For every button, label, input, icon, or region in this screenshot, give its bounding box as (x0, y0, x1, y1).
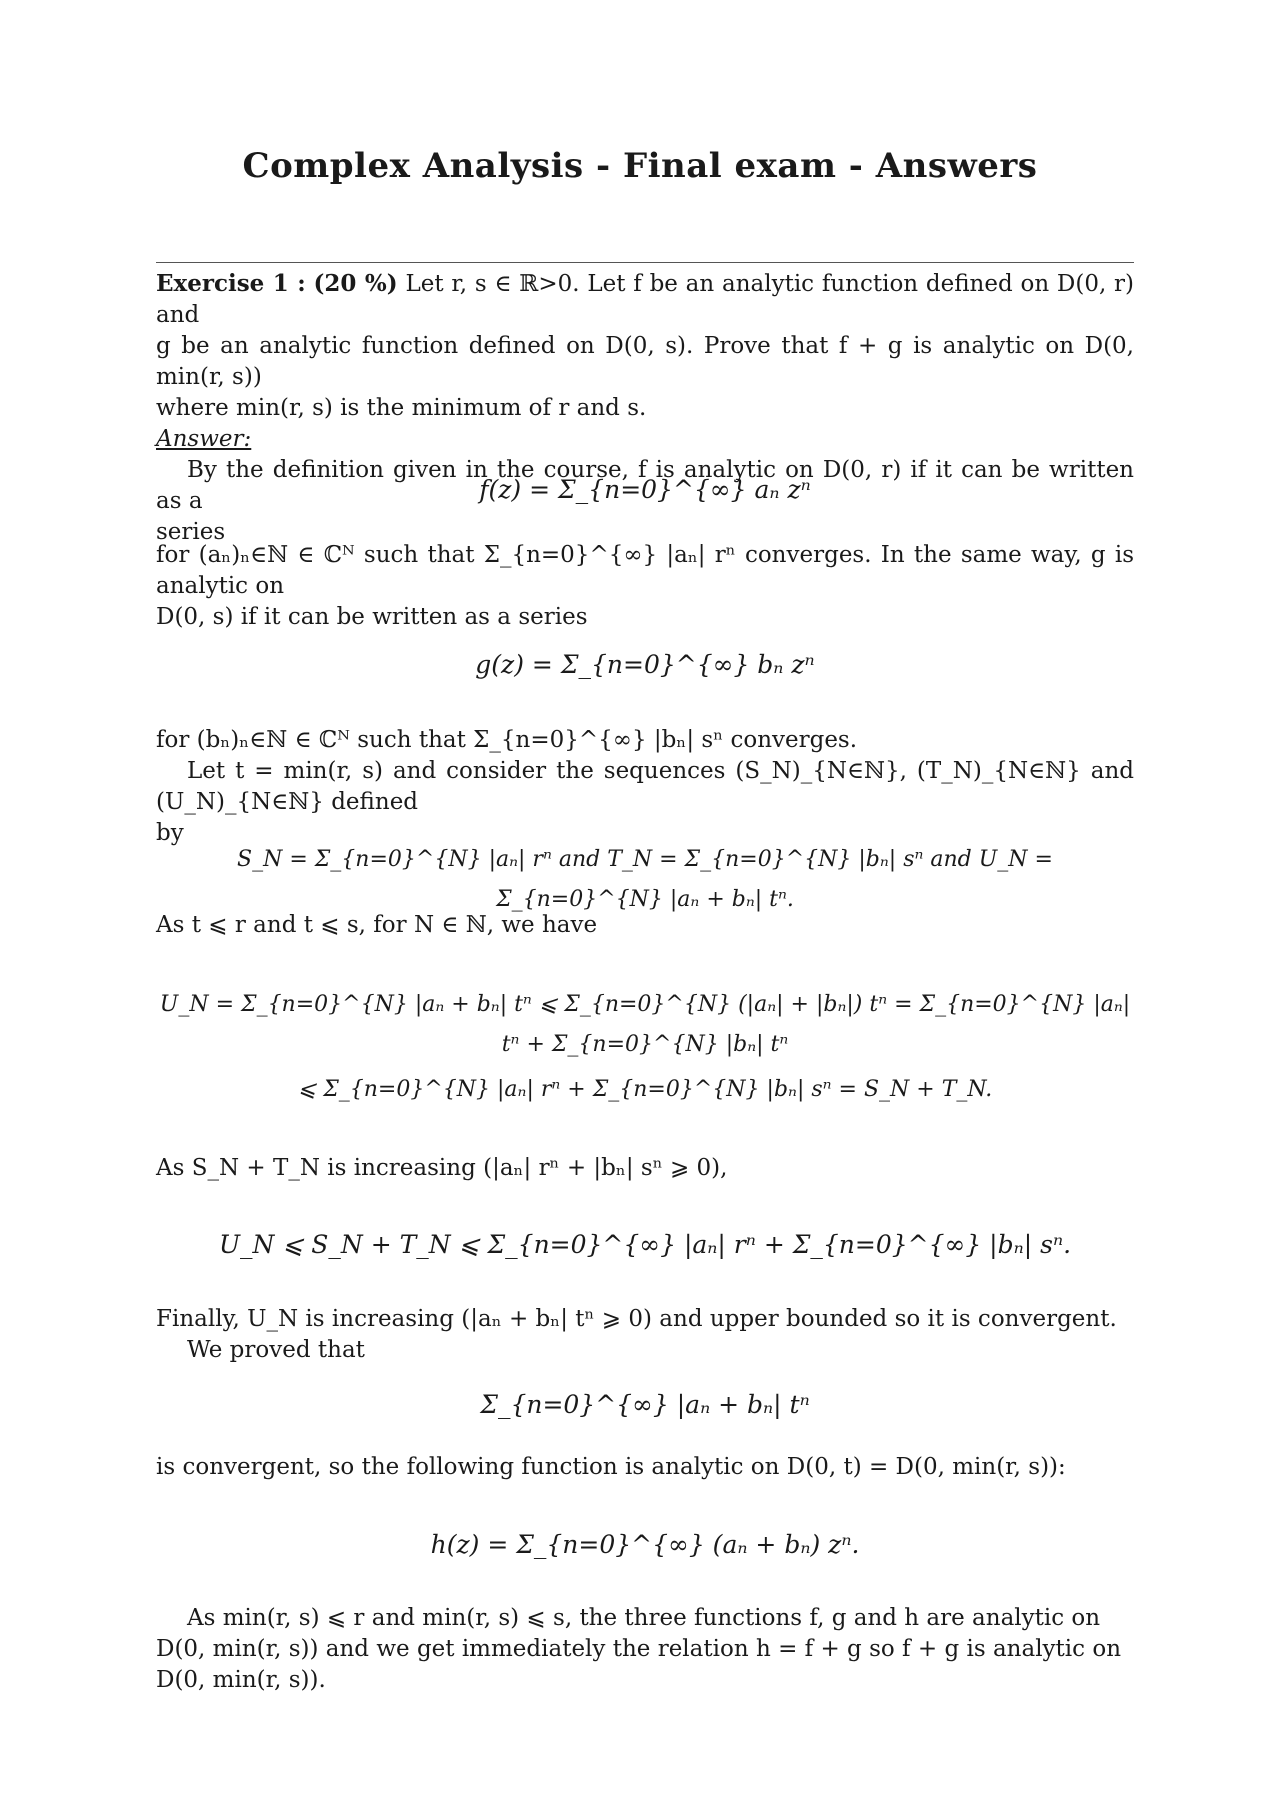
paragraph-a-line-2: D(0, s) if it can be written as a series (156, 604, 588, 630)
paragraph-sequences-line-2: by (156, 820, 184, 846)
paragraph-convergent (156, 1304, 1134, 1366)
equation-g-series: g(z) = Σ_{n=0}^{∞} bₙ zⁿ (475, 650, 815, 679)
paragraph-conclusion-line-3: D(0, min(r, s)). (156, 1667, 326, 1693)
paragraph-sequences-line-1: Let t = min(r, s) and consider the sequences (S_N)_{N∈ℕ}, (T_N)_{N∈ℕ} and (U_N)_{N∈ℕ} defined (156, 758, 1134, 815)
statement-line-2: g be an analytic function defined on D(0, s). Prove that f + g is analytic on D(0, min(r, s)) (156, 333, 1134, 390)
paragraph-analytic-h: is convergent, so the following function is analytic on D(0, t) = D(0, min(r, s)): (156, 1454, 1066, 1480)
answer-label: Answer: (156, 426, 252, 452)
statement-line-1: Let r, s ∈ ℝ>0. Let f be an analytic function defined on D(0, r) and (156, 271, 1135, 328)
paragraph-conclusion-line-2: D(0, min(r, s)) and we get immediately the relation h = f + g so f + g is analytic on (156, 1636, 1122, 1662)
equation-f-series: f(z) = Σ_{n=0}^{∞} aₙ zⁿ (479, 475, 811, 504)
paragraph-a-line-1: for (aₙ)ₙ∈ℕ ∈ ℂᴺ such that Σ_{n=0}^{∞} |aₙ| rⁿ converges. In the same way, g is analytic on (156, 542, 1134, 599)
statement-line-3: where min(r, s) is the minimum of r and s. (156, 395, 647, 421)
paragraph-definition-line-2: series (156, 519, 226, 545)
paragraph-definition-line-1: By the definition given in the course, f is analytic on D(0, r) if it can be written as a (156, 457, 1134, 514)
paragraph-convergent-line-2: We proved that (187, 1337, 365, 1363)
equation-sequence-definitions: S_N = Σ_{n=0}^{N} |aₙ| rⁿ and T_N = Σ_{n=0}^{N} |bₙ| sⁿ and U_N = Σ_{n=0}^{N} |aₙ + bₙ| tⁿ. (237, 847, 1053, 912)
exercise-label: Exercise 1 : (156, 270, 306, 297)
equation-h-series: h(z) = Σ_{n=0}^{∞} (aₙ + bₙ) zⁿ. (430, 1530, 860, 1559)
paragraph-convergent-line-1: Finally, U_N is increasing (|aₙ + bₙ| tⁿ ⩾ 0) and upper bounded so it is convergent. (156, 1306, 1117, 1332)
paragraph-sequences (156, 725, 1134, 849)
equation-inequality-line-2: ⩽ Σ_{n=0}^{N} |aₙ| rⁿ + Σ_{n=0}^{N} |bₙ| sⁿ = S_N + T_N. (297, 1077, 993, 1102)
paragraph-conclusion-line-1: As min(r, s) ⩽ r and min(r, s) ⩽ s, the three functions f, g and h are analytic on (187, 1605, 1101, 1631)
paragraph-increasing: As S_N + T_N is increasing (|aₙ| rⁿ + |bₙ| sⁿ ⩾ 0), (156, 1155, 728, 1181)
horizontal-rule (156, 262, 1134, 263)
exercise-weight: (20 %) (313, 270, 398, 297)
paragraph-conclusion (156, 1603, 1134, 1696)
paragraph-inequality-intro: As t ⩽ r and t ⩽ s, for N ∈ ℕ, we have (156, 912, 598, 938)
page-title: Complex Analysis - Final exam - Answers (242, 146, 1038, 186)
paragraph-b-line-1: for (bₙ)ₙ∈ℕ ∈ ℂᴺ such that Σ_{n=0}^{∞} |bₙ| sⁿ converges. (156, 727, 858, 753)
equation-sum-convergent: Σ_{n=0}^{∞} |aₙ + bₙ| tⁿ (480, 1390, 810, 1419)
paragraph-a-coefficients (156, 540, 1134, 633)
equation-upper-bound: U_N ⩽ S_N + T_N ⩽ Σ_{n=0}^{∞} |aₙ| rⁿ + Σ_{n=0}^{∞} |bₙ| sⁿ. (218, 1230, 1072, 1259)
equation-inequality-line-1: U_N = Σ_{n=0}^{N} |aₙ + bₙ| tⁿ ⩽ Σ_{n=0}^{N} (|aₙ| + |bₙ|) tⁿ = Σ_{n=0}^{N} |aₙ| tⁿ + Σ_{n=0}^{N} |bₙ| tⁿ (159, 992, 1131, 1057)
